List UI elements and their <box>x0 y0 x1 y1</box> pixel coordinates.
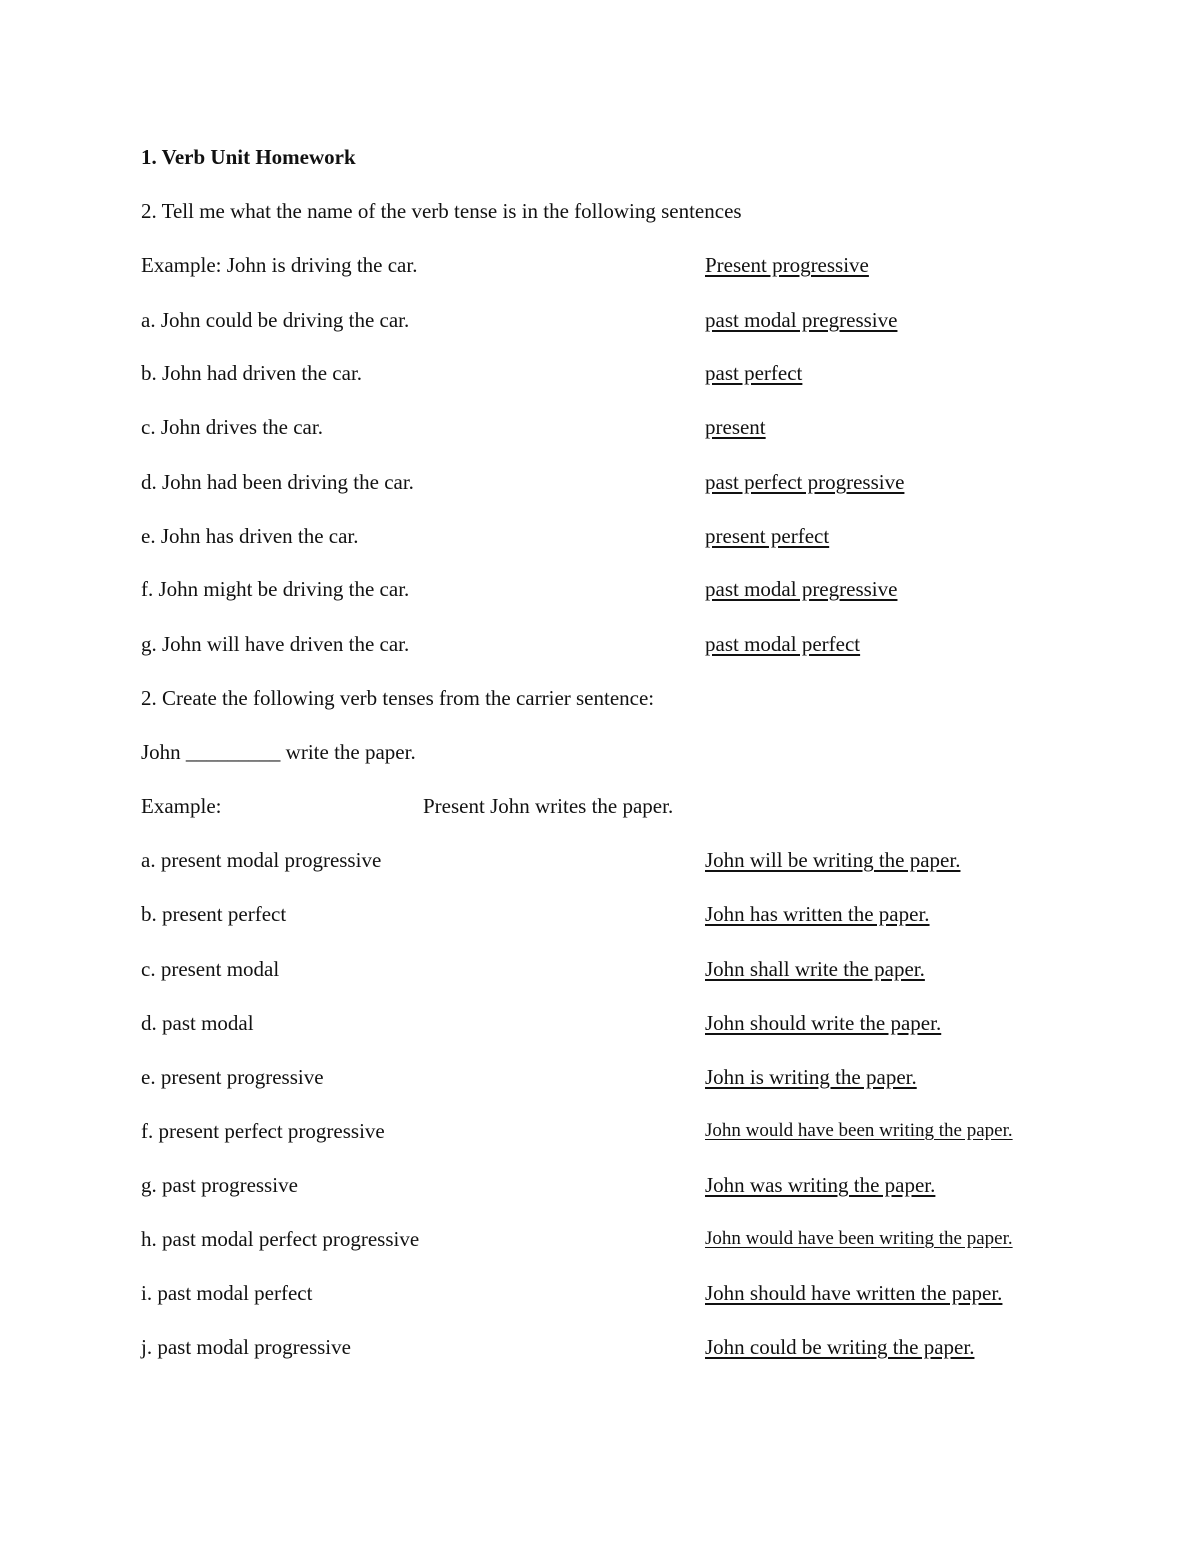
item-tense: e. present progressive <box>141 1065 324 1089</box>
item-answer: past perfect progressive <box>705 470 905 494</box>
section2-item-f <box>141 1116 1121 1146</box>
section1-item-d <box>141 467 1121 497</box>
item-sentence: f. John might be driving the car. <box>141 577 410 601</box>
item-answer: John has written the paper. <box>705 902 930 926</box>
section1-item-e <box>141 521 1121 551</box>
section2-item-b <box>141 899 1121 929</box>
section1-item-a <box>141 305 1121 335</box>
item-answer: John could be writing the paper. <box>705 1335 975 1359</box>
example-label: Example: <box>141 794 222 818</box>
item-answer: past modal pregressive <box>705 308 898 332</box>
section1-item-b <box>141 358 1121 388</box>
section2-item-h <box>141 1224 1121 1254</box>
example-text: Present John writes the paper. <box>423 794 674 818</box>
section2-item-c <box>141 954 1121 984</box>
item-tense: c. present modal <box>141 957 280 981</box>
item-answer: John would have been writing the paper. <box>705 1120 1013 1141</box>
section2-item-a <box>141 845 1121 875</box>
section2-instruction: 2. Create the following verb tenses from the carrier sentence: <box>141 686 655 710</box>
item-sentence: d. John had been driving the car. <box>141 470 414 494</box>
section1-item-g <box>141 629 1121 659</box>
item-answer: John shall write the paper. <box>705 957 925 981</box>
section2-item-i <box>141 1278 1121 1308</box>
section2-item-d <box>141 1008 1121 1038</box>
example-sentence: Example: John is driving the car. <box>141 253 418 277</box>
item-tense: b. present perfect <box>141 902 287 926</box>
example-answer: Present progressive <box>705 253 869 277</box>
item-tense: h. past modal perfect progressive <box>141 1227 420 1251</box>
item-tense: i. past modal perfect <box>141 1281 313 1305</box>
page-title: 1. Verb Unit Homework <box>141 145 356 169</box>
item-answer: John should have written the paper. <box>705 1281 1003 1305</box>
carrier-sentence: John _________ write the paper. <box>141 740 416 764</box>
item-tense: j. past modal progressive <box>141 1335 351 1359</box>
item-answer: John is writing the paper. <box>705 1065 917 1089</box>
item-answer: past modal pregressive <box>705 577 898 601</box>
item-answer: present <box>705 415 766 439</box>
section2-example-row <box>141 791 1121 821</box>
item-answer: present perfect <box>705 524 830 548</box>
section1-item-c <box>141 412 1121 442</box>
item-sentence: a. John could be driving the car. <box>141 308 410 332</box>
item-tense: f. present perfect progressive <box>141 1119 385 1143</box>
item-tense: a. present modal progressive <box>141 848 382 872</box>
section1-example-row <box>141 250 1121 280</box>
item-sentence: g. John will have driven the car. <box>141 632 410 656</box>
item-answer: John will be writing the paper. <box>705 848 961 872</box>
item-sentence: b. John had driven the car. <box>141 361 363 385</box>
section1-item-f <box>141 574 1121 604</box>
item-answer: past modal perfect <box>705 632 861 656</box>
item-answer: John should write the paper. <box>705 1011 942 1035</box>
item-answer: past perfect <box>705 361 803 385</box>
section2-item-e <box>141 1062 1121 1092</box>
item-tense: d. past modal <box>141 1011 254 1035</box>
item-tense: g. past progressive <box>141 1173 298 1197</box>
item-answer: John was writing the paper. <box>705 1173 936 1197</box>
item-sentence: e. John has driven the car. <box>141 524 359 548</box>
section1-instruction: 2. Tell me what the name of the verb tense is in the following sentences <box>141 199 742 223</box>
section2-item-j <box>141 1332 1121 1362</box>
item-sentence: c. John drives the car. <box>141 415 323 439</box>
section2-item-g <box>141 1170 1121 1200</box>
item-answer: John would have been writing the paper. <box>705 1228 1013 1249</box>
